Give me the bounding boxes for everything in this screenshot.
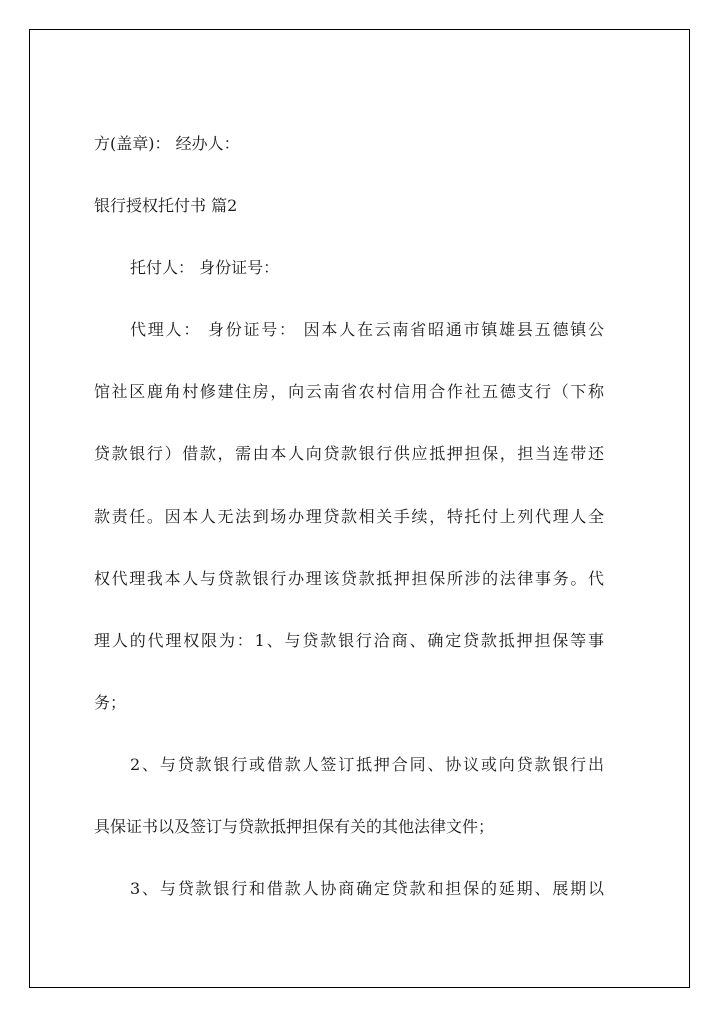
paragraph-line: 代理人： 身份证号： 因本人在云南省昭通市镇雄县五德镇公 [130,320,604,339]
paragraph-line: 馆社区鹿角村修建住房，向云南省农村信用合作社五德支行（下称 [94,382,604,401]
principal-line: 托付人： 身份证号： [130,258,280,277]
section-title: 银行授权托付书 篇2 [94,196,238,215]
paragraph-line: 务； [94,693,127,712]
paragraph-line: 3、与贷款银行和借款人协商确定贷款和担保的延期、展期以 [130,879,604,898]
paragraph-line: 具保证书以及签订与贷款抵押担保有关的其他法律文件； [94,817,495,836]
paragraph-line: 2、与贷款银行或借款人签订抵押合同、协议或向贷款银行出 [130,755,604,774]
signature-line: 方(盖章)： 经办人： [94,134,240,153]
paragraph-line: 贷款银行）借款，需由本人向贷款银行供应抵押担保，担当连带还 [94,444,604,463]
paragraph-line: 款责任。因本人无法到场办理贷款相关手续，特托付上列代理人全 [94,507,604,526]
paragraph-line: 权代理我本人与贷款银行办理该贷款抵押担保所涉的法律事务。代 [94,569,604,588]
paragraph-line: 理人的代理权限为：1、与贷款银行洽商、确定贷款抵押担保等事 [94,631,604,650]
